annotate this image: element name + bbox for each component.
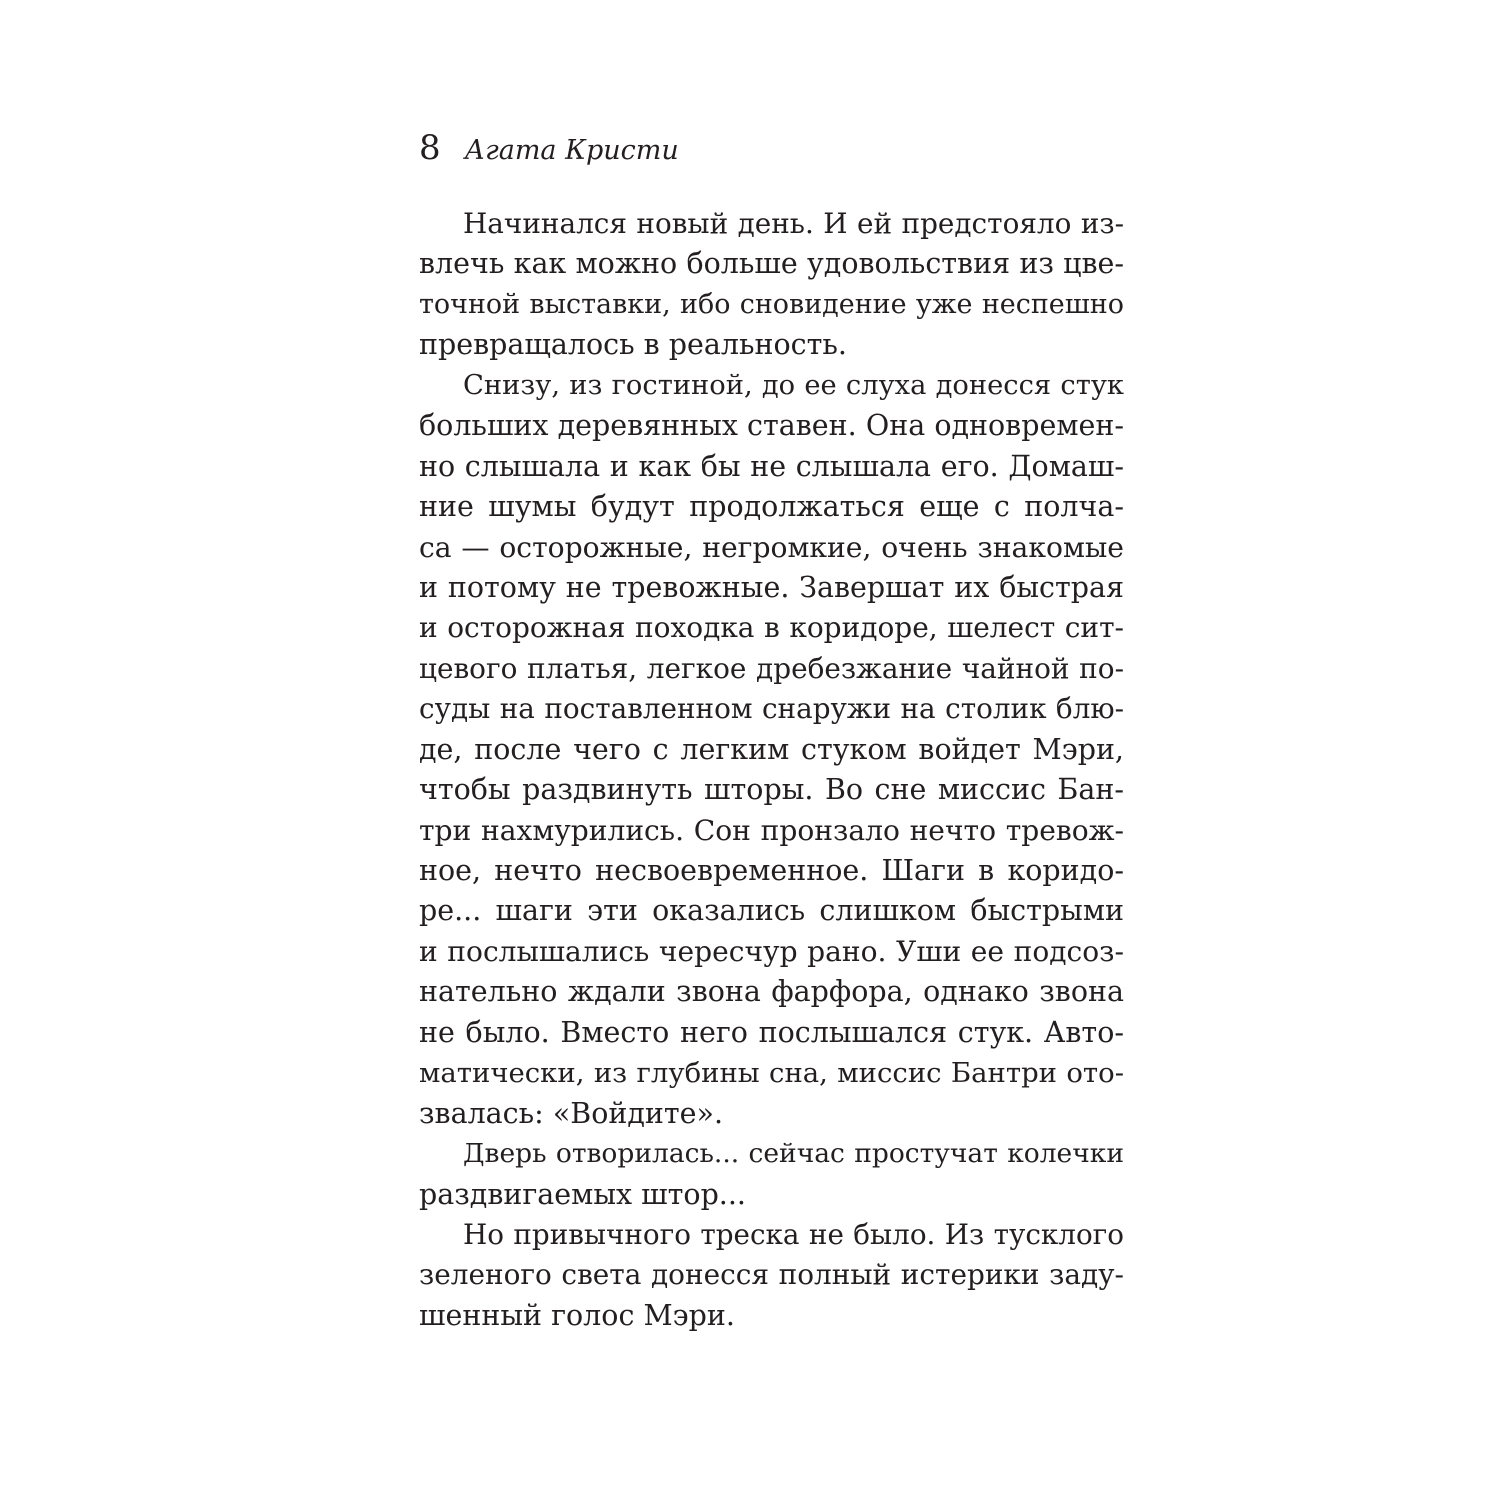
text-line: ре... шаги эти оказались слишком быстрыми [419,894,1124,928]
text-line: нательно ждали звона фарфора, однако звона [419,975,1124,1009]
page-number: 8 [419,128,441,168]
text-line: точной выставки, ибо сновидение уже неспешно [419,288,1124,320]
text-line: влечь как можно больше удовольствия из цве- [419,247,1124,281]
running-head-author: Агата Кристи [464,135,679,166]
body-text [419,204,1124,1336]
text-line: зеленого света донесся полный истерики заду- [419,1258,1124,1292]
text-line: превращалось в реальность. [419,328,847,362]
text-line: Но привычного треска не было. Из тусклого [463,1217,1124,1251]
text-line: суды на поставленном снаружи на столик блю- [419,692,1124,726]
text-line: Начинался новый день. И ей предстояло из- [463,207,1124,240]
text-line: три нахмурились. Сон пронзало нечто тревож- [419,813,1124,847]
text-line: и осторожная походка в коридоре, шелест сит- [419,611,1124,645]
text-line: са — осторожные, негромкие, очень знакомые [419,530,1124,564]
text-line: чтобы раздвинуть шторы. Во сне миссис Бан- [419,773,1124,807]
text-line: де, после чего с легким стуком войдет Мэри, [419,732,1124,766]
text-line: матически, из глубины сна, миссис Бантри ото- [419,1057,1124,1090]
page-header [419,122,679,174]
text-line: и потому не тревожные. Завершат их быстрая [419,570,1124,604]
text-line: шенный голос Мэри. [419,1298,735,1332]
text-line: Снизу, из гостиной, до ее слуха донесся стук [463,369,1124,401]
text-line: звалась: «Войдите». [419,1096,724,1130]
text-line: ное, нечто несвоевременное. Шаги в коридо- [419,854,1124,887]
text-line: Дверь отворилась... сейчас простучат колечки [463,1138,1124,1170]
text-line: не было. Вместо него послышался стук. Авто- [419,1015,1124,1049]
text-line: цевого платья, легкое дребезжание чайной по- [419,651,1124,685]
text-line: но слышала и как бы не слышала его. Домаш- [419,449,1124,483]
text-line: раздвигаемых штор... [419,1177,746,1211]
text-line: и послышались чересчур рано. Уши ее подсоз- [419,934,1124,968]
text-line: больших деревянных ставен. Она одновремен- [419,409,1124,443]
text-line: ние шумы будут продолжаться еще с полча- [419,490,1124,524]
